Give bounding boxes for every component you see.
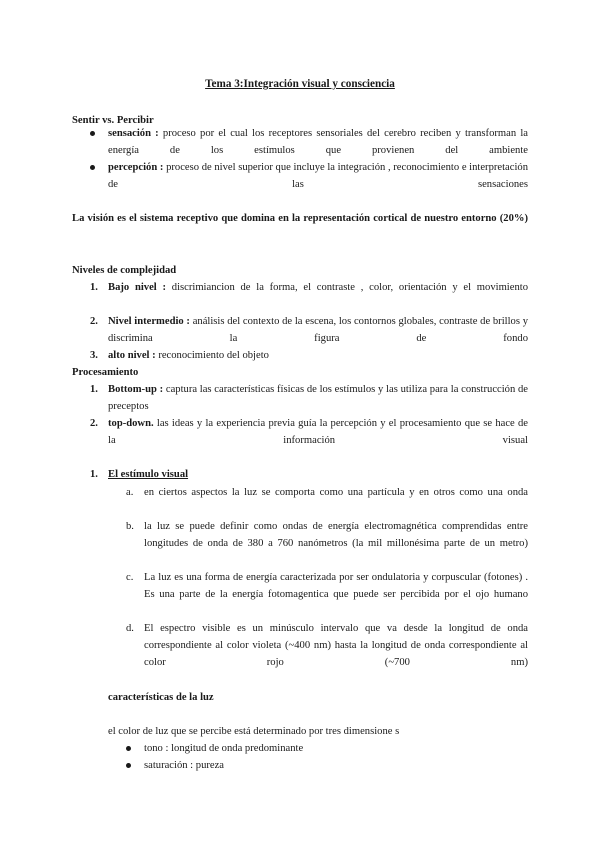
bullet-icon bbox=[90, 131, 95, 136]
list-number: 2. bbox=[90, 316, 98, 327]
definition: discrimiancion de la forma, el contraste , color, orientación y el movimiento bbox=[171, 282, 528, 293]
section-heading-caracteristicas: características de la luz bbox=[108, 692, 214, 703]
term: Nivel intermedio : bbox=[108, 316, 190, 327]
definition: captura las características físicas de los estímulos y las utiliza para la construcción de preceptos bbox=[108, 384, 528, 412]
vision-statement: La visión es el sistema receptivo que domina en la representación cortical de nuestro entorno (20%) bbox=[72, 213, 528, 224]
term: top-down. bbox=[108, 418, 154, 429]
list-item-estimulo-c: La luz es una forma de energía caracterizada por ser ondulatoria y corpuscular (fotones) . Es una parte de la energía fotomagentica que puede ser percibida por el ojo humano bbox=[144, 572, 528, 600]
definition: proceso por el cual los receptores sensoriales del cerebro reciben y transforman la energía de los estímulos que provienen del ambiente bbox=[108, 128, 528, 156]
list-item-bottom-up bbox=[108, 381, 528, 415]
list-item-saturacion: saturación : pureza bbox=[144, 760, 225, 771]
list-item-bajo-nivel bbox=[108, 279, 528, 296]
list-letter: a. bbox=[126, 487, 134, 498]
list-item-sensacion bbox=[108, 125, 528, 159]
list-letter: d. bbox=[126, 623, 134, 634]
definition: análisis del contexto de la escena, los contornos globales, contraste de brillos y discrimina la figura de fondo bbox=[108, 316, 528, 344]
list-item-tono: tono : longitud de onda predominante bbox=[144, 743, 304, 754]
list-item-top-down bbox=[108, 415, 528, 449]
section-heading-procesamiento: Procesamiento bbox=[72, 367, 139, 378]
list-item-estimulo-b: la luz se puede definir como ondas de energía electromagnética comprendidas entre longitudes de onda de 380 a 760 nanómetros (la mil millonésima parte de un metro) bbox=[144, 521, 528, 549]
term: Bajo nivel : bbox=[108, 282, 167, 293]
bullet-icon bbox=[90, 165, 95, 170]
section-heading-niveles: Niveles de complejidad bbox=[72, 265, 177, 276]
list-item-percepcion bbox=[108, 159, 528, 193]
list-number: 3. bbox=[90, 350, 98, 361]
definition: las ideas y la experiencia previa guía la percepción y el procesamiento que se hace de la información visual bbox=[108, 418, 529, 446]
term: sensación : bbox=[108, 128, 159, 139]
bullet-icon bbox=[126, 763, 131, 768]
list-letter: b. bbox=[126, 521, 134, 532]
list-item-nivel-intermedio bbox=[108, 313, 528, 347]
list-number: 1. bbox=[90, 469, 98, 480]
section-heading-sentir: Sentir vs. Percibir bbox=[72, 115, 154, 126]
list-item-estimulo-a: en ciertos aspectos la luz se comporta como una partícula y en otros como una onda bbox=[144, 487, 528, 498]
list-item-alto-nivel bbox=[108, 347, 528, 364]
list-number: 1. bbox=[90, 384, 98, 395]
list-number: 1. bbox=[90, 282, 98, 293]
term: percepción : bbox=[108, 162, 164, 173]
list-number: 2. bbox=[90, 418, 98, 429]
term: Bottom-up : bbox=[108, 384, 164, 395]
page-title: Tema 3:Integración visual y consciencia bbox=[205, 78, 395, 90]
list-item-estimulo-d: El espectro visible es un minúsculo intervalo que va desde la longitud de onda correspondiente al color violeta (~400 nm) hasta la longitud de onda correspondiente al color rojo (~700 nm) bbox=[144, 623, 528, 668]
caracteristicas-intro: el color de luz que se percibe está determinado por tres dimensione s bbox=[108, 726, 400, 737]
section-heading-estimulo: El estímulo visual bbox=[108, 469, 189, 480]
bullet-icon bbox=[126, 746, 131, 751]
term: alto nivel : bbox=[108, 350, 156, 361]
list-letter: c. bbox=[126, 572, 134, 583]
definition: proceso de nivel superior que incluye la integración , reconocimiento e interpretación de las sensaciones bbox=[108, 162, 528, 190]
definition: reconocimiento del objeto bbox=[158, 350, 269, 361]
